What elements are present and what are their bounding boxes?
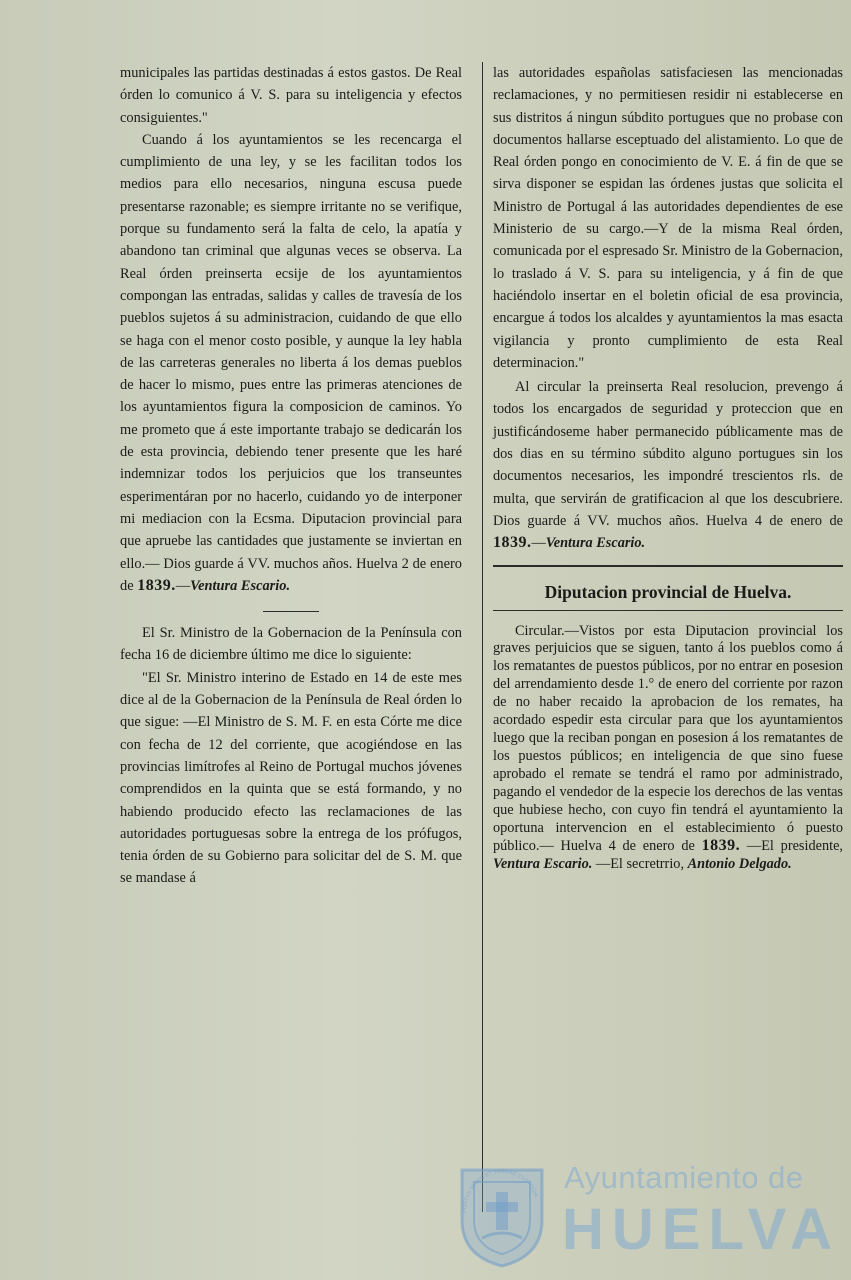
right-paragraph-2-dash: — [531,535,546,552]
column-divider [482,62,483,1212]
right-section-rule [493,565,843,567]
watermark-line-1: Ayuntamiento de [564,1160,804,1195]
circular-paragraph [493,623,843,875]
right-paragraph-2-author: Ventura Escario. [545,535,646,552]
left-column [120,62,462,890]
right-paragraph-2 [493,376,843,554]
circular-president-label: —El presidente, [746,838,843,855]
left-paragraph-3: El Sr. Ministro de la Gobernacion de la Península con fecha 16 de diciembre último me dice lo siguiente: [120,625,462,664]
circular-secretary-name: Antonio Delgado. [687,856,792,873]
left-paragraph-4: "El Sr. Ministro interino de Estado en 14 de este mes dice al de la Gobernacion de la Península de Real órden lo que sigue: —El Ministro de S. M. F. en esta Córte me dice con fecha de 12 del corriente, que acogiéndose en las provincias limítrofes al Reino de Portugal muchos jóvenes comprendidos en la quinta que se está formando, y no habiendo producido efecto las reclamaciones de las autoridades portuguesas sobre la entrega de los prófugos, tenia órden de su Gobierno para solicitar del de S. M. que se mandase á [120,669,462,887]
circular-secretary-label: —El secretrrio, [595,856,685,873]
left-paragraph-2-year: 1839. [137,576,176,594]
city-seal-icon [452,1158,552,1268]
heading-underline [493,610,843,611]
left-paragraph-2-dash: — [175,577,191,594]
left-separator-rule [263,611,319,612]
circular-president-name: Ventura Escario. [493,856,593,873]
left-paragraph-2-author: Ventura Escario. [190,577,291,594]
watermark-line-2: HUELVA [562,1197,840,1262]
left-paragraph-2 [120,129,462,597]
right-paragraph-2-year: 1839. [493,534,532,552]
right-paragraph-2-text: Al circular la preinserta Real resolucion, prevengo á todos los encargados de seguridad y proteccion que en justificándoseme haber permanecido públicamente mas de dos dias en su término súbdito alguno portugues sin los documentos necesarios, les impondré trescientos rls. de multa, que servirán de gratificacion al que los descubriere. Dios guarde á VV. muchos años. Huelva 4 de enero de [493,379,843,529]
watermark [452,1158,840,1268]
section-heading: Diputacion provincial de Huelva. [544,581,792,602]
seal-motto: PORTVS MARIS ET TERRAE CVSTODIA [461,1168,539,1214]
left-paragraph-1: municipales las partidas destinadas á estos gastos. De Real órden lo comunico á V. S. para su inteligencia y efectos consiguientes." [120,65,462,126]
left-paragraph-2-text: Cuando á los ayuntamientos se les recencarga el cumplimiento de una ley, y se les facilitan todos los medios para ello necesarios, ninguna escusa puede presentarse razonable; es siempre irritante no se verifique, porque su fundamento será la falta de celo, la apatía y abandono tan criminal que algunas veces se observa. La Real órden preinserta ecsije de los ayuntamientos compongan las entradas, salidas y calles de travesía de los pueblos sujetos á su administracion, cuidando de que ello se haga con el menor costo posible, y aunque la ley habla de las carreteras generales no liberta á los demas pueblos de hacer lo mismo, pues entre las primeras atenciones de los ayuntamientos figura la composicion de caminos. Yo me prometo que á este importante trabajo se dedicarán los de esta provincia, debiendo tener presente que les haré indemnizar todos los perjuicios que los transeuntes esperimentáran por no hacerlo, cuidando yo de interponer mi mediacion con la Ecsma. Diputacion provincial para que apruebe las cantidades que justamente se inviertan en ello.— Dios guarde á VV. muchos años. Huelva 2 de enero de [120,131,462,594]
circular-text: Circular.—Vistos por esta Diputacion provincial los graves perjuicios que se siguen, tanto á los pueblos como á los rematantes de puestos públicos, por no entrar en posesion del arrendamiento desde 1.° de enero del corriente por razon de no haber recaido la aprobacion de los remates, ha acordado espedir esta circular para que los ayuntamientos luego que la reciban pongan en posesion á los rematantes de los puestos públicos; en inteligencia de que sino fuese aprobado el remate se tendrá el ramo por administrado, pagando el vendedor de la especie los derechos de las ventas que hubiese hecho, con cuyo fin tendrá el ayuntamiento la oportuna intervencion en el establecimiento ó puesto público.— Huelva 4 de enero de [493,622,843,855]
right-column [493,62,843,874]
circular-year: 1839. [701,837,741,855]
right-paragraph-1: las autoridades españolas satisfaciesen las mencionadas reclamaciones, y no permitiesen residir ni establecerse en sus distritos á ningun súbdito portugues que no probase con documentos hallarse esceptuado del alistamiento. Lo que de Real órden pongo en conocimiento de V. E. á fin de que se sirva disponer se espidan las órdenes justas que solicita el Ministro de Portugal á las autoridades dependientes de ese Ministerio de su cargo.—Y de la misma Real órden, comunicada por el espresado Sr. Ministro de la Gobernacion, lo traslado á V. S. para su inteligencia, y á fin de que haciéndolo insertar en el boletin oficial de esa provincia, encargue á todos los alcaldes y ayuntamientos la mas esacta vigilancia y pronto cumplimiento de esta Real determinacion." [493,65,843,371]
